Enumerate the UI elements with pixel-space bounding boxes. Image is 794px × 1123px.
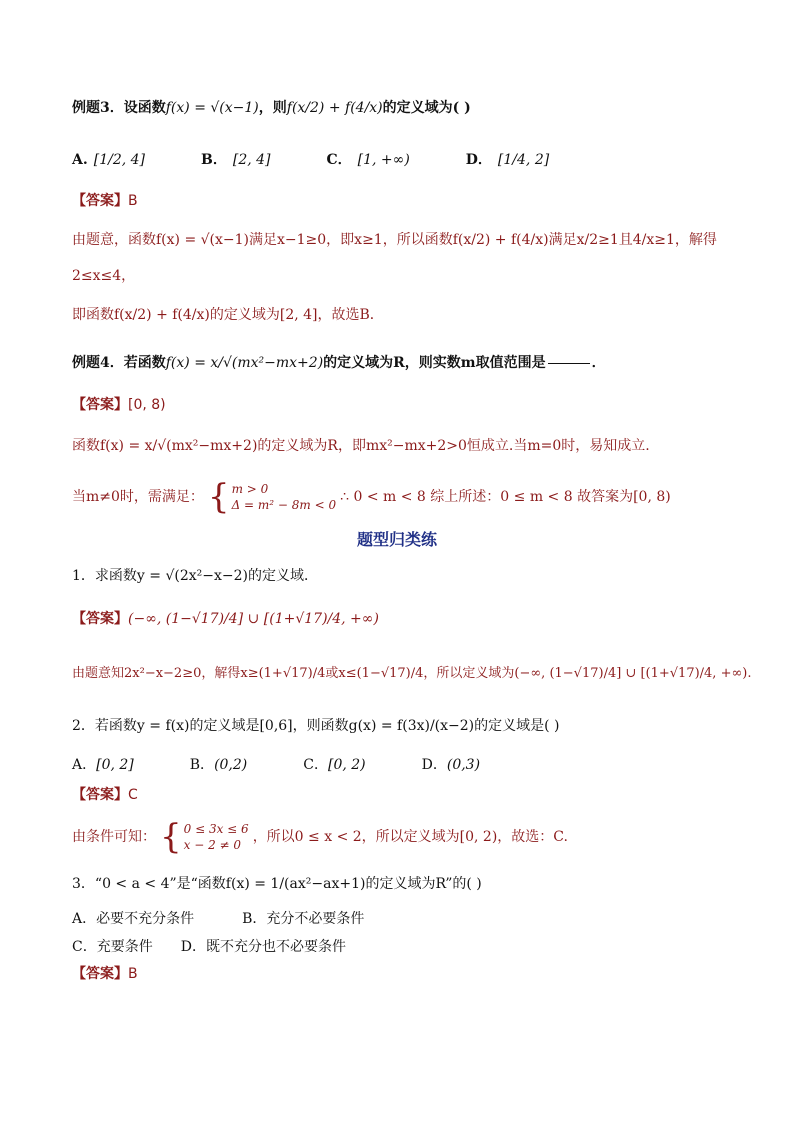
ex3-option-b[interactable]: B． [2, 4] [201,152,271,168]
ex4-text2: 的定义域为R，则实数m取值范围是 [323,355,546,371]
p3-options-row1 [72,911,420,928]
p2-option-c[interactable]: C． [0, 2) [303,757,366,773]
answer-tag: 【答案】 [72,966,128,982]
ex3-text2: ，则 [258,100,287,116]
ex3-option-d[interactable]: D． [1/4, 2] [465,152,550,168]
p3-option-d[interactable]: D． 既不充分也不必要条件 [180,939,346,955]
answer-value: B [128,966,138,982]
ex3-solution-line1: 由题意，函数f(x) = √(x−1)满足x−1≥0，即x≥1，所以函数f(x/2) + f(4/x)满足x/2≥1且4/x≥1，解得 [72,232,717,248]
p1-solution: 由题意知2x²−x−2≥0，解得x≥(1+√17)/4或x≤(1−√17)/4，所以定义域为(−∞, (1−√17)/4] ∪ [(1+√17)/4, +∞). [72,666,752,681]
ex4-text1: 若函数 [123,355,166,371]
p3-option-b[interactable]: B． 充分不必要条件 [242,911,365,927]
p2-option-a[interactable]: A． [0, 2] [72,757,134,773]
equation-system: { m > 0 Δ = m² − 8m < 0 [207,477,337,517]
ex3-func-def: f(x) = √(x−1) [165,100,259,116]
equation-system: { 0 ≤ 3x ≤ 6 x − 2 ≠ 0 [160,817,249,857]
section-title: 题型归类练 [356,530,437,549]
answer-tag: 【答案】 [72,193,128,209]
ex3-solution-line3: 即函数f(x/2) + f(4/x)的定义域为[2, 4]，故选B． [72,307,384,323]
answer-value: [0, 8) [128,397,166,413]
p2-solution: 由条件可知： { 0 ≤ 3x ≤ 6 x − 2 ≠ 0 ，所以0 ≤ x < 2，所以定义域为[0, 2)，故选：C. [72,817,568,857]
p3-options-row2 [72,939,402,956]
p2-answer [72,787,138,804]
answer-tag: 【答案】 [72,611,128,627]
ex3-options [72,152,605,169]
p3-option-c[interactable]: C． 充要条件 [72,939,153,955]
p3-option-a[interactable]: A． 必要不充分条件 [72,911,195,927]
answer-value: C [128,787,138,803]
ex4-solution-line1: 函数f(x) = x/√(mx²−mx+2)的定义域为R，即mx²−mx+2>0恒成立.当m=0时，易知成立. [72,438,650,454]
p3-question: 3．“0 < a < 4”是“函数f(x) = 1/(ax²−ax+1)的定义域为R”的( ) [72,876,482,892]
answer-value: (−∞, (1−√17)/4] ∪ [(1+√17)/4, +∞) [128,611,379,627]
p3-answer [72,966,138,983]
ex4-answer [72,397,166,414]
ex3-option-a[interactable]: A. [1/2, 4] [72,152,146,168]
ex4-func: f(x) = x/√(mx²−mx+2) [165,355,324,371]
ex3-solution-line2: 2≤x≤4， [72,268,136,284]
answer-tag: 【答案】 [72,787,128,803]
ex3-label: 例题3． [72,100,124,116]
p2-question: 2．若函数y = f(x)的定义域是[0,6]，则函数g(x) = f(3x)/(x−2)的定义域是( ) [72,718,560,734]
ex3-text3: 的定义域为( ) [382,100,471,116]
ex3-option-c[interactable]: C． [1, +∞) [326,152,410,168]
p2-options [72,757,536,774]
ex4-solution-line2: 当m≠0时，需满足： { m > 0 Δ = m² − 8m < 0 ∴ 0 < m < 8 综上所述：0 ≤ m < 8 故答案为[0, 8) [72,477,671,517]
p1-question: 1．求函数y = √(2x²−x−2)的定义域． [72,568,318,584]
ex4-question [72,355,606,372]
ex4-text3: ． [591,355,606,371]
fill-blank[interactable] [548,363,590,364]
p2-option-d[interactable]: D． (0,3) [421,757,481,773]
ex3-answer [72,193,138,210]
answer-tag: 【答案】 [72,397,128,413]
ex3-question [72,100,471,117]
p2-option-b[interactable]: B． (0,2) [189,757,248,773]
answer-value: B [128,193,138,209]
ex3-text1: 设函数 [123,100,166,116]
ex3-expr: f(x/2) + f(4/x) [286,100,383,116]
ex4-label: 例题4． [72,355,124,371]
p1-answer [72,611,379,628]
